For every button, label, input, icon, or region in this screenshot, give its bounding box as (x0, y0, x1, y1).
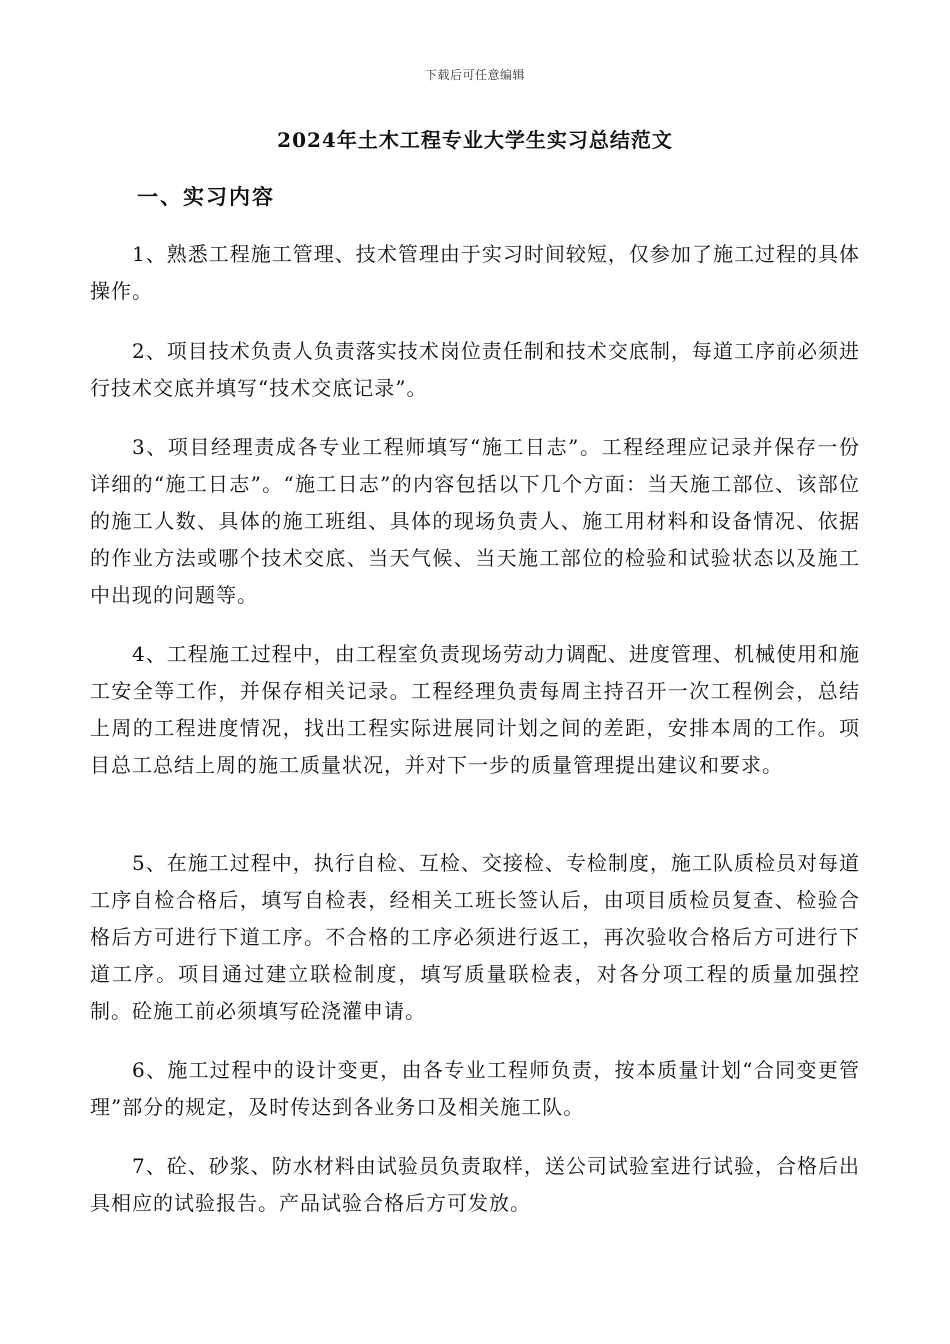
header-note: 下载后可任意编辑 (424, 68, 525, 82)
section-heading: 一、实习内容 (137, 184, 275, 209)
paragraph-block-4 (90, 636, 860, 784)
paragraph-2: 2、项目技术负责人负责落实技术岗位责任制和技术交底制，每道工序前必须进行技术交底并填写“技术交底记录”。 (90, 339, 860, 400)
paragraph-block-1 (90, 236, 860, 310)
paragraph-block-6 (90, 1052, 860, 1126)
paragraph-4: 4、工程施工过程中，由工程室负责现场劳动力调配、进度管理、机械使用和施工安全等工作，并保存相关记录。工程经理负责每周主持召开一次工程例会，总结上周的工程进度情况，找出工程实际进展同计划之间的差距，安排本周的工作。项目总工总结上周的施工质量状况，并对下一步的质量管理提出建议和要求。 (90, 642, 860, 777)
paragraph-1: 1、熟悉工程施工管理、技术管理由于实习时间较短，仅参加了施工过程的具体操作。 (90, 242, 860, 303)
paragraph-block-3 (90, 429, 860, 614)
document-title: 2024年土木工程专业大学生实习总结范文 (277, 128, 673, 152)
paragraph-6: 6、施工过程中的设计变更，由各专业工程师负责，按本质量计划“合同变更管理”部分的规定，及时传达到各业务口及相关施工队。 (90, 1058, 860, 1119)
paragraph-block-5 (90, 845, 860, 1030)
paragraph-block-2 (90, 333, 860, 407)
paragraph-7: 7、砼、砂浆、防水材料由试验员负责取样，送公司试验室进行试验，合格后出具相应的试验报告。产品试验合格后方可发放。 (90, 1154, 860, 1215)
paragraph-block-7 (90, 1148, 860, 1222)
paragraph-3: 3、项目经理责成各专业工程师填写“施工日志”。工程经理应记录并保存一份详细的“施工日志”。“施工日志”的内容包括以下几个方面：当天施工部位、该部位的施工人数、具体的施工班组、具体的现场负责人、施工用材料和设备情况、依据的作业方法或哪个技术交底、当天气候、当天施工部位的检验和试验状态以及施工中出现的问题等。 (90, 435, 860, 607)
paragraph-5: 5、在施工过程中，执行自检、互检、交接检、专检制度，施工队质检员对每道工序自检合格后，填写自检表，经相关工班长签认后，由项目质检员复查、检验合格后方可进行下道工序。不合格的工序必须进行返工，再次验收合格后方可进行下道工序。项目通过建立联检制度，填写质量联检表，对各分项工程的质量加强控制。砼施工前必须填写砼浇灌申请。 (90, 851, 860, 1023)
